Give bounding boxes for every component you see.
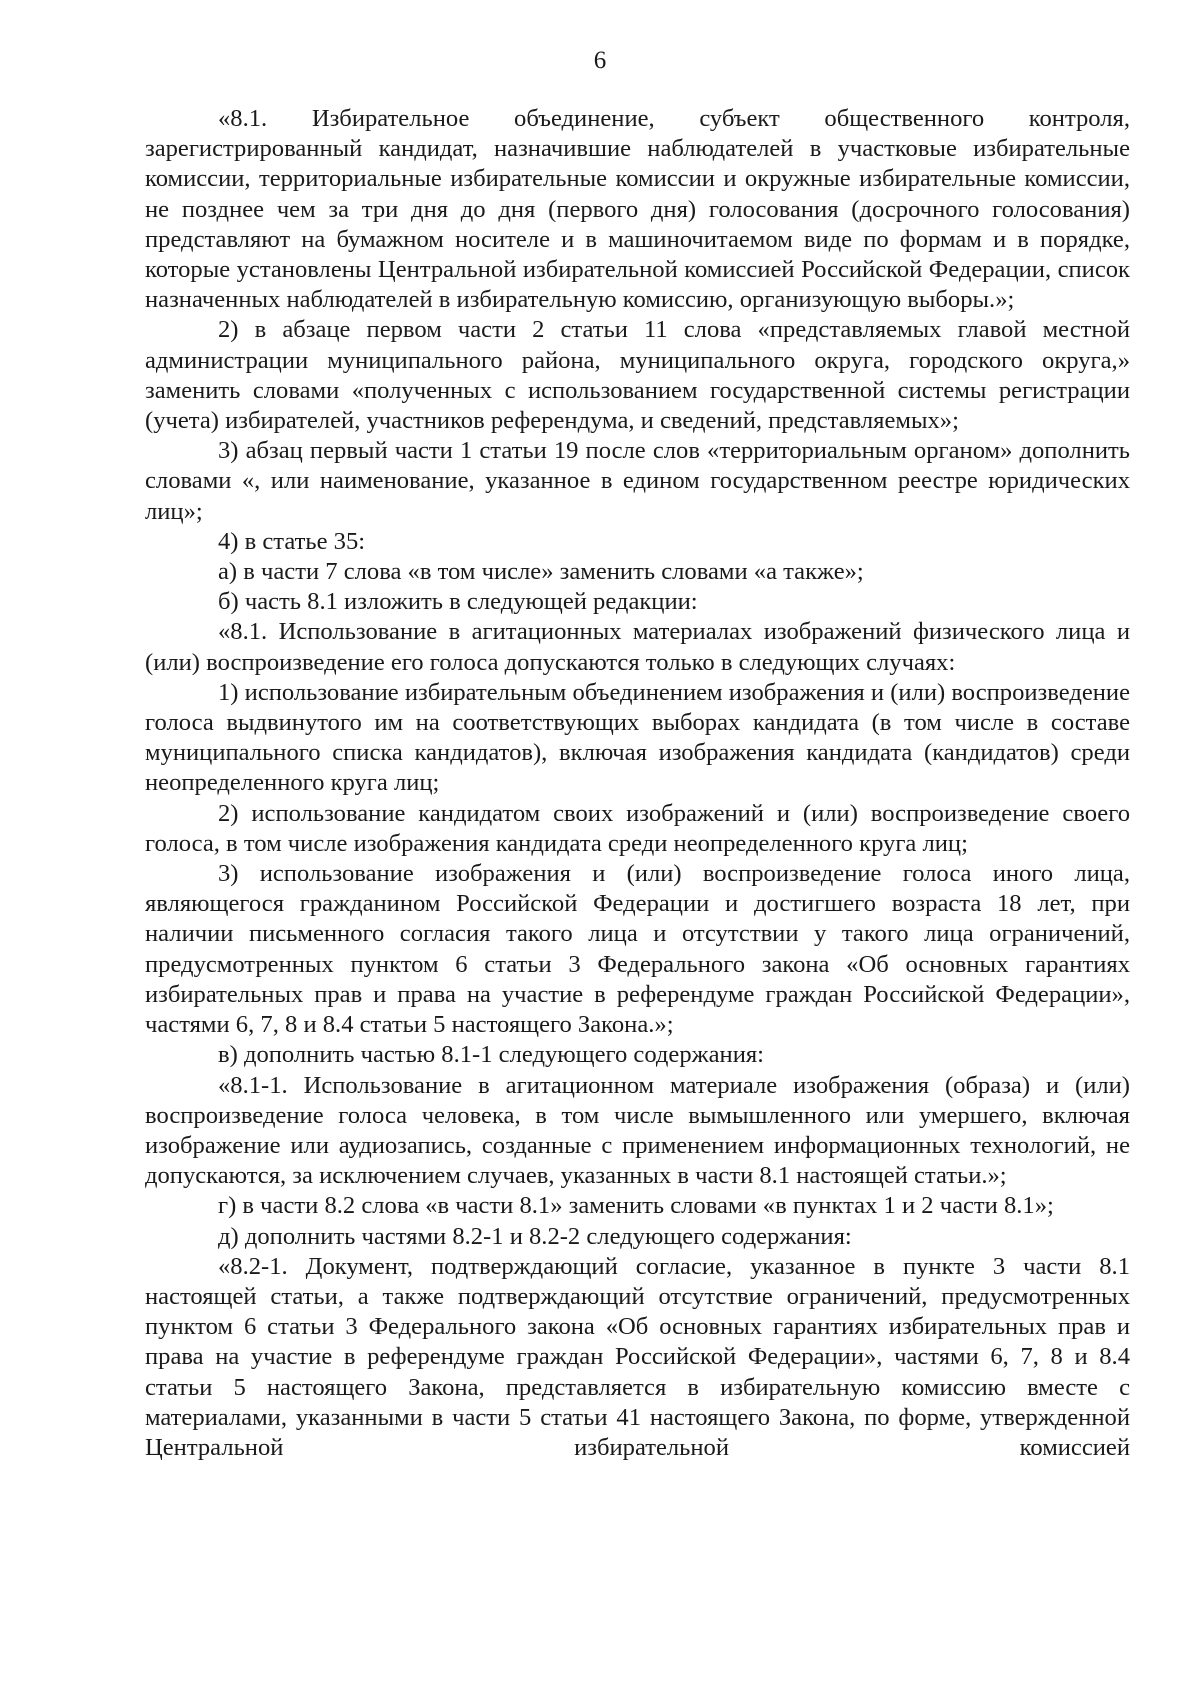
- page-number: 6: [593, 47, 607, 74]
- paragraph-8-1-images: «8.1. Использование в агитационных материалах изображений физического лица и (или) воспроизведение его голоса допускаются только в следующих случаях:: [145, 618, 1130, 676]
- paragraph-8-1-observers: «8.1. Избирательное объединение, субъект общественного контроля, зарегистрированный кандидат, назначившие наблюдателей в участковые избирательные комиссии, территориальные избирательные комиссии и окружные избирательные комиссии, не позднее чем за три дня до дня (первого дня) голосования (досрочного голосования) представляют на бумажном носителе и в машиночитаемом виде по формам и в порядке, которые установлены Центральной избирательной комиссией Российской Федерации, список назначенных наблюдателей в избирательную комиссию, организующую выборы.»;: [145, 105, 1130, 314]
- paragraph-8-1-case-3: 3) использование изображения и (или) воспроизведение голоса иного лица, являющегося гражданином Российской Федерации и достигшего возраста 18 лет, при наличии письменного согласия такого лица и отсутствии у такого лица ограничений, предусмотренных пунктом 6 статьи 3 Федерального закона «Об основных гарантиях избирательных прав и права на участие в референдуме граждан Российской Федерации», частями 6, 7, 8 и 8.4 статьи 5 настоящего Закона.»;: [145, 860, 1130, 1039]
- paragraph-item-4d: д) дополнить частями 8.2-1 и 8.2-2 следующего содержания:: [218, 1222, 852, 1250]
- paragraph-item-4v: в) дополнить частью 8.1-1 следующего содержания:: [218, 1041, 765, 1069]
- paragraph-item-4: 4) в статье 35:: [218, 527, 366, 555]
- paragraph-item-4a: а) в части 7 слова «в том числе» заменить словами «а также»;: [218, 558, 864, 586]
- paragraph-item-4g: г) в части 8.2 слова «в части 8.1» заменить словами «в пунктах 1 и 2 части 8.1»;: [218, 1192, 1054, 1220]
- paragraph-8-1-case-1: 1) использование избирательным объединением изображения и (или) воспроизведение голоса выдвинутого им на соответствующих выборах кандидата (в том числе в составе муниципального списка кандидатов), включая изображения кандидата (кандидатов) среди неопределенного круга лиц;: [145, 678, 1130, 797]
- paragraph-8-1-case-2: 2) использование кандидатом своих изображений и (или) воспроизведение своего голоса, в том числе изображения кандидата среди неопределенного круга лиц;: [145, 799, 1130, 857]
- paragraph-item-2: 2) в абзаце первом части 2 статьи 11 слова «представляемых главой местной администрации муниципального района, муниципального округа, городского округа,» заменить словами «полученных с использованием государственной системы регистрации (учета) избирателей, участников референдума, и сведений, представляемых»;: [145, 316, 1130, 435]
- paragraph-item-3: 3) абзац первый части 1 статьи 19 после слов «территориальным органом» дополнить словами «, или наименование, указанное в едином государственном реестре юридических лиц»;: [145, 437, 1130, 525]
- paragraph-8-2-1: «8.2-1. Документ, подтверждающий согласие, указанное в пункте 3 части 8.1 настоящей статьи, а также подтверждающий отсутствие ограничений, предусмотренных пунктом 6 статьи 3 Федерального закона «Об основных гарантиях избирательных прав и права на участие в референдуме граждан Российской Федерации», частями 6, 7, 8 и 8.4 статьи 5 настоящего Закона, представляется в избирательную комиссию вместе с материалами, указанными в части 5 статьи 41 настоящего Закона, по форме, утвержденной Центральной избирательной комиссией: [145, 1252, 1130, 1461]
- paragraph-item-4b: б) часть 8.1 изложить в следующей редакции:: [218, 588, 698, 616]
- paragraph-8-1-1: «8.1-1. Использование в агитационном материале изображения (образа) и (или) воспроизведение голоса человека, в том числе вымышленного или умершего, включая изображение или аудиозапись, созданные с применением информационных технологий, не допускаются, за исключением случаев, указанных в части 8.1 настоящей статьи.»;: [145, 1071, 1130, 1190]
- document-body: [145, 104, 1130, 1463]
